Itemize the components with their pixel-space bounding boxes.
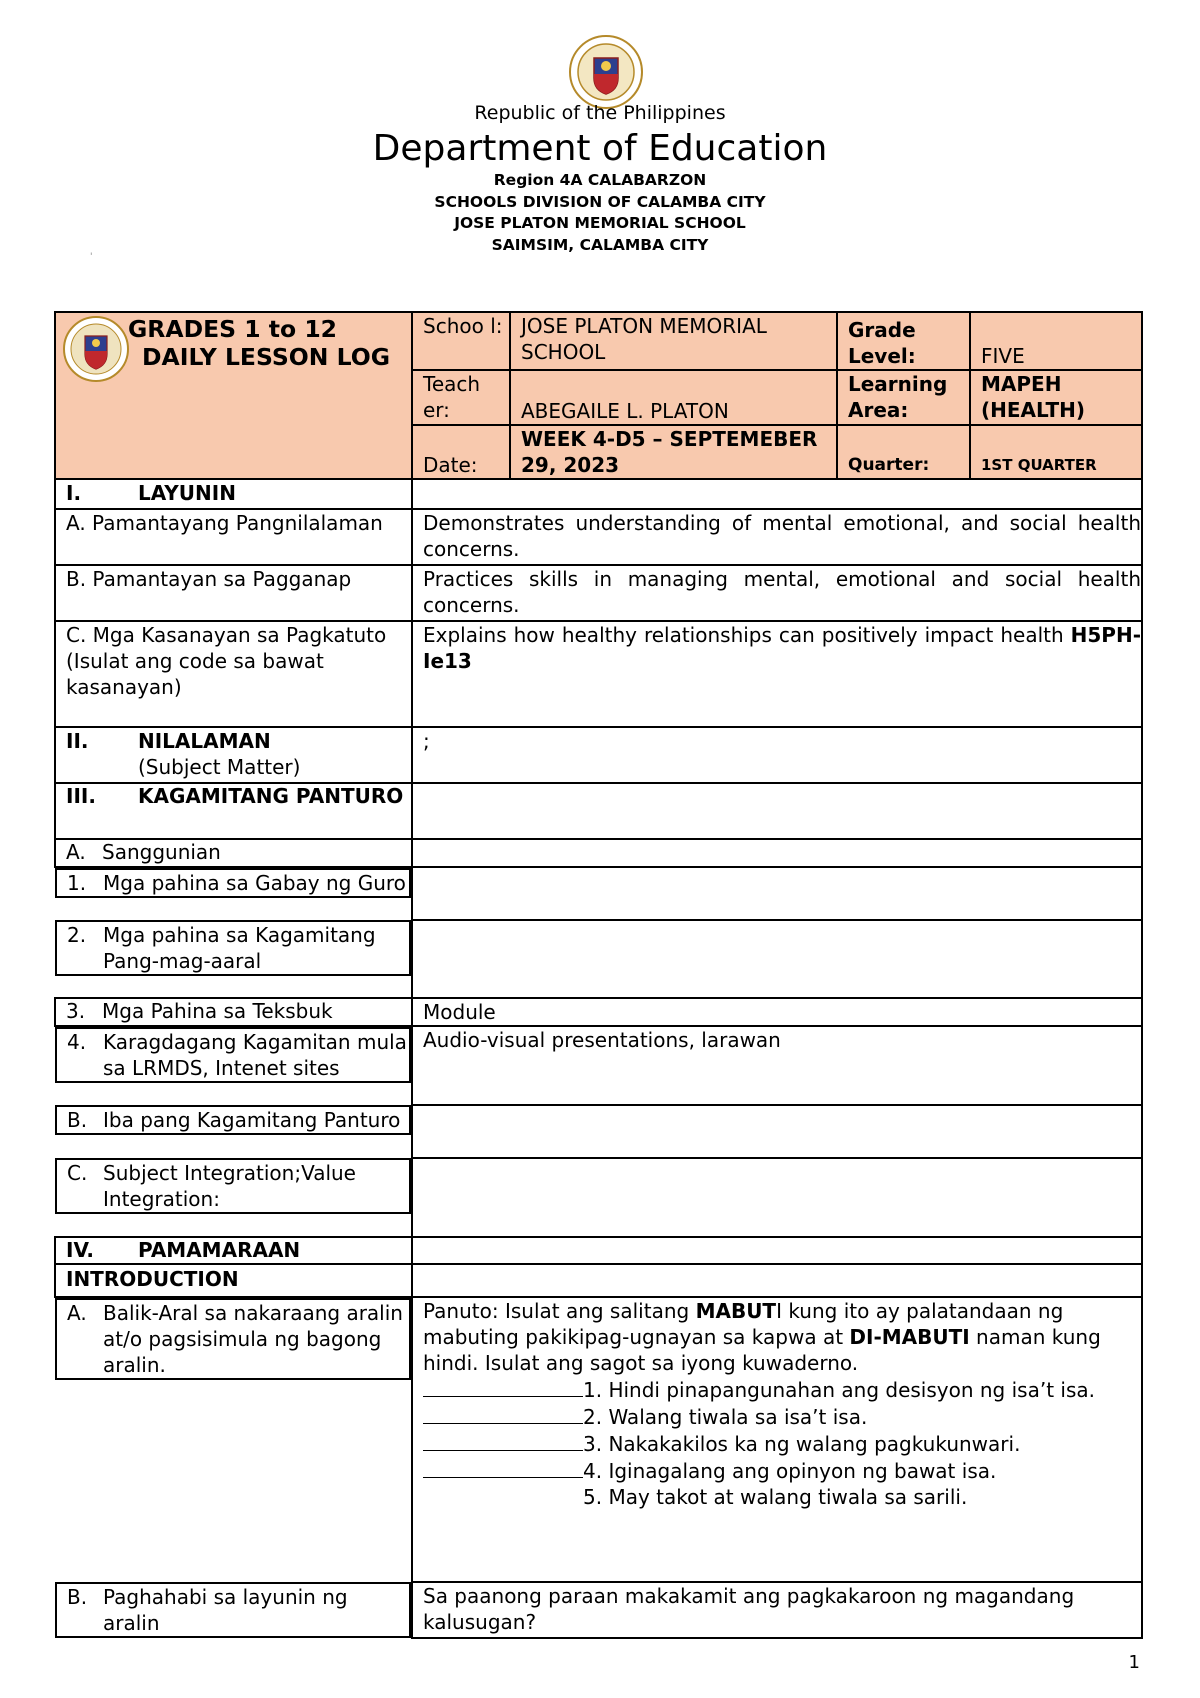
date-label: Date: — [412, 425, 510, 479]
republic-line: Republic of the Philippines — [474, 102, 726, 124]
division-line: SCHOOLS DIVISION OF CALAMBA CITY — [434, 192, 766, 211]
balik-aral-label: A. Balik-Aral sa nakaraang aralin at/o pagsisimula ng bagong aralin. — [55, 1298, 411, 1380]
layunin-heading: I. LAYUNIN — [55, 479, 412, 509]
kagamitang-mag-aaral-label: 2. Mga pahina sa Kagamitang Pang-mag-aaral — [55, 920, 411, 976]
grade-label: Grade Level: — [837, 312, 970, 370]
pagganap-label: B. Pamantayan sa Pagganap — [55, 565, 412, 621]
quarter-value: 1ST QUARTER — [970, 425, 1142, 479]
nilalaman-value: ; — [412, 727, 1142, 783]
introduction-heading: INTRODUCTION — [55, 1264, 412, 1297]
subject-matter: (Subject Matter) — [138, 755, 301, 779]
answer-blank — [423, 1457, 583, 1478]
iba-pang-kagamitan-label: B. Iba pang Kagamitang Panturo — [55, 1105, 411, 1135]
exercise-item-4: 4. Iginagalang ang opinyon ng bawat isa. — [423, 1457, 1141, 1484]
stray-mark: ' — [90, 252, 93, 262]
teksbuk-label: 3. Mga Pahina sa Teksbuk — [55, 998, 412, 1026]
daily-lesson-log-table — [54, 311, 1143, 1639]
kagamitan-heading: III. KAGAMITANG PANTURO — [55, 783, 412, 839]
school-value: JOSE PLATON MEMORIAL SCHOOL — [510, 312, 837, 370]
exercise-item-2: 2. Walang tiwala sa isa’t isa. — [423, 1403, 1141, 1430]
dll-title — [128, 315, 390, 371]
teksbuk-value: Module — [412, 998, 1142, 1026]
gabay-label: 1. Mga pahina sa Gabay ng Guro — [55, 868, 411, 898]
dll-title-line1: GRADES 1 to 12 — [128, 315, 338, 343]
lrmds-value: Audio-visual presentations, larawan — [412, 1026, 1142, 1105]
exercise-item-5: 5. May takot at walang tiwala sa sarili. — [583, 1485, 968, 1509]
pamantayang-label: A. Pamantayang Pangnilalaman — [55, 509, 412, 565]
school-label: Schoo l: — [412, 312, 510, 370]
page-number: 1 — [1128, 1652, 1140, 1673]
paghahabi-value: Sa paanong paraan makakamit ang pagkakaroon ng magandang kalusugan? — [412, 1582, 1142, 1638]
exercise-item-1: 1. Hindi pinapangunahan ang desisyon ng isa’t isa. — [423, 1376, 1141, 1403]
teacher-label: Teach er: — [412, 370, 510, 425]
kasanayan-value: Explains how healthy relationships can positively impact health H5PH-Ie13 — [412, 621, 1142, 727]
address-block — [0, 170, 1200, 256]
nilalaman-heading: II. NILALAMAN (Subject Matter) — [55, 727, 412, 783]
panuto: Panuto: Isulat ang salitang MABUTI kung ito ay palatandaan ng mabuting pakikipag-ugnayan sa kapwa at DI-MABUTI naman kung hindi. Isulat ang sagot sa iyong kuwaderno. — [423, 1299, 1101, 1375]
answer-blank — [423, 1376, 583, 1397]
teacher-value: ABEGAILE L. PLATON — [510, 370, 837, 425]
sanggunian-label: A. Sanggunian — [55, 839, 412, 867]
address-line: SAIMSIM, CALAMBA CITY — [491, 235, 709, 254]
kasanayan-label: C. Mga Kasanayan sa Pagkatuto (Isulat ang code sa bawat kasanayan) — [55, 621, 412, 727]
paghahabi-label: B. Paghahabi sa layunin ng aralin — [55, 1582, 411, 1638]
lrmds-label: 4. Karagdagang Kagamitan mula sa LRMDS, Intenet sites — [55, 1027, 411, 1083]
integration-label: C. Subject Integration;Value Integration: — [55, 1158, 411, 1214]
quarter-label: Quarter: — [837, 425, 970, 479]
area-value: MAPEH (HEALTH) — [970, 370, 1142, 425]
school-line: JOSE PLATON MEMORIAL SCHOOL — [454, 214, 746, 232]
dll-title-line2: DAILY LESSON LOG — [142, 343, 391, 371]
region-line: Region 4A CALABARZON — [493, 171, 707, 189]
deped-logo — [62, 315, 130, 383]
answer-blank — [423, 1403, 583, 1424]
date-value: WEEK 4-D5 – SEPTEMEBER 29, 2023 — [510, 425, 837, 479]
exercise-item-3: 3. Nakakakilos ka ng walang pagkukunwari. — [423, 1430, 1141, 1457]
dll-title-cell — [55, 312, 412, 479]
competency-code: H5PH-Ie13 — [423, 623, 1142, 673]
answer-blank — [423, 1430, 583, 1451]
pamamaraan-heading: IV. PAMAMARAAN — [55, 1237, 412, 1264]
pamantayang-value: Demonstrates understanding of mental emotional, and social health concerns. — [412, 509, 1142, 565]
balik-aral-value — [412, 1297, 1142, 1582]
area-label: Learning Area: — [837, 370, 970, 425]
department-title: Department of Education — [372, 128, 828, 169]
deped-seal — [568, 34, 644, 110]
pagganap-value: Practices skills in managing mental, emotional and social health concerns. — [412, 565, 1142, 621]
grade-value: FIVE — [970, 312, 1142, 370]
